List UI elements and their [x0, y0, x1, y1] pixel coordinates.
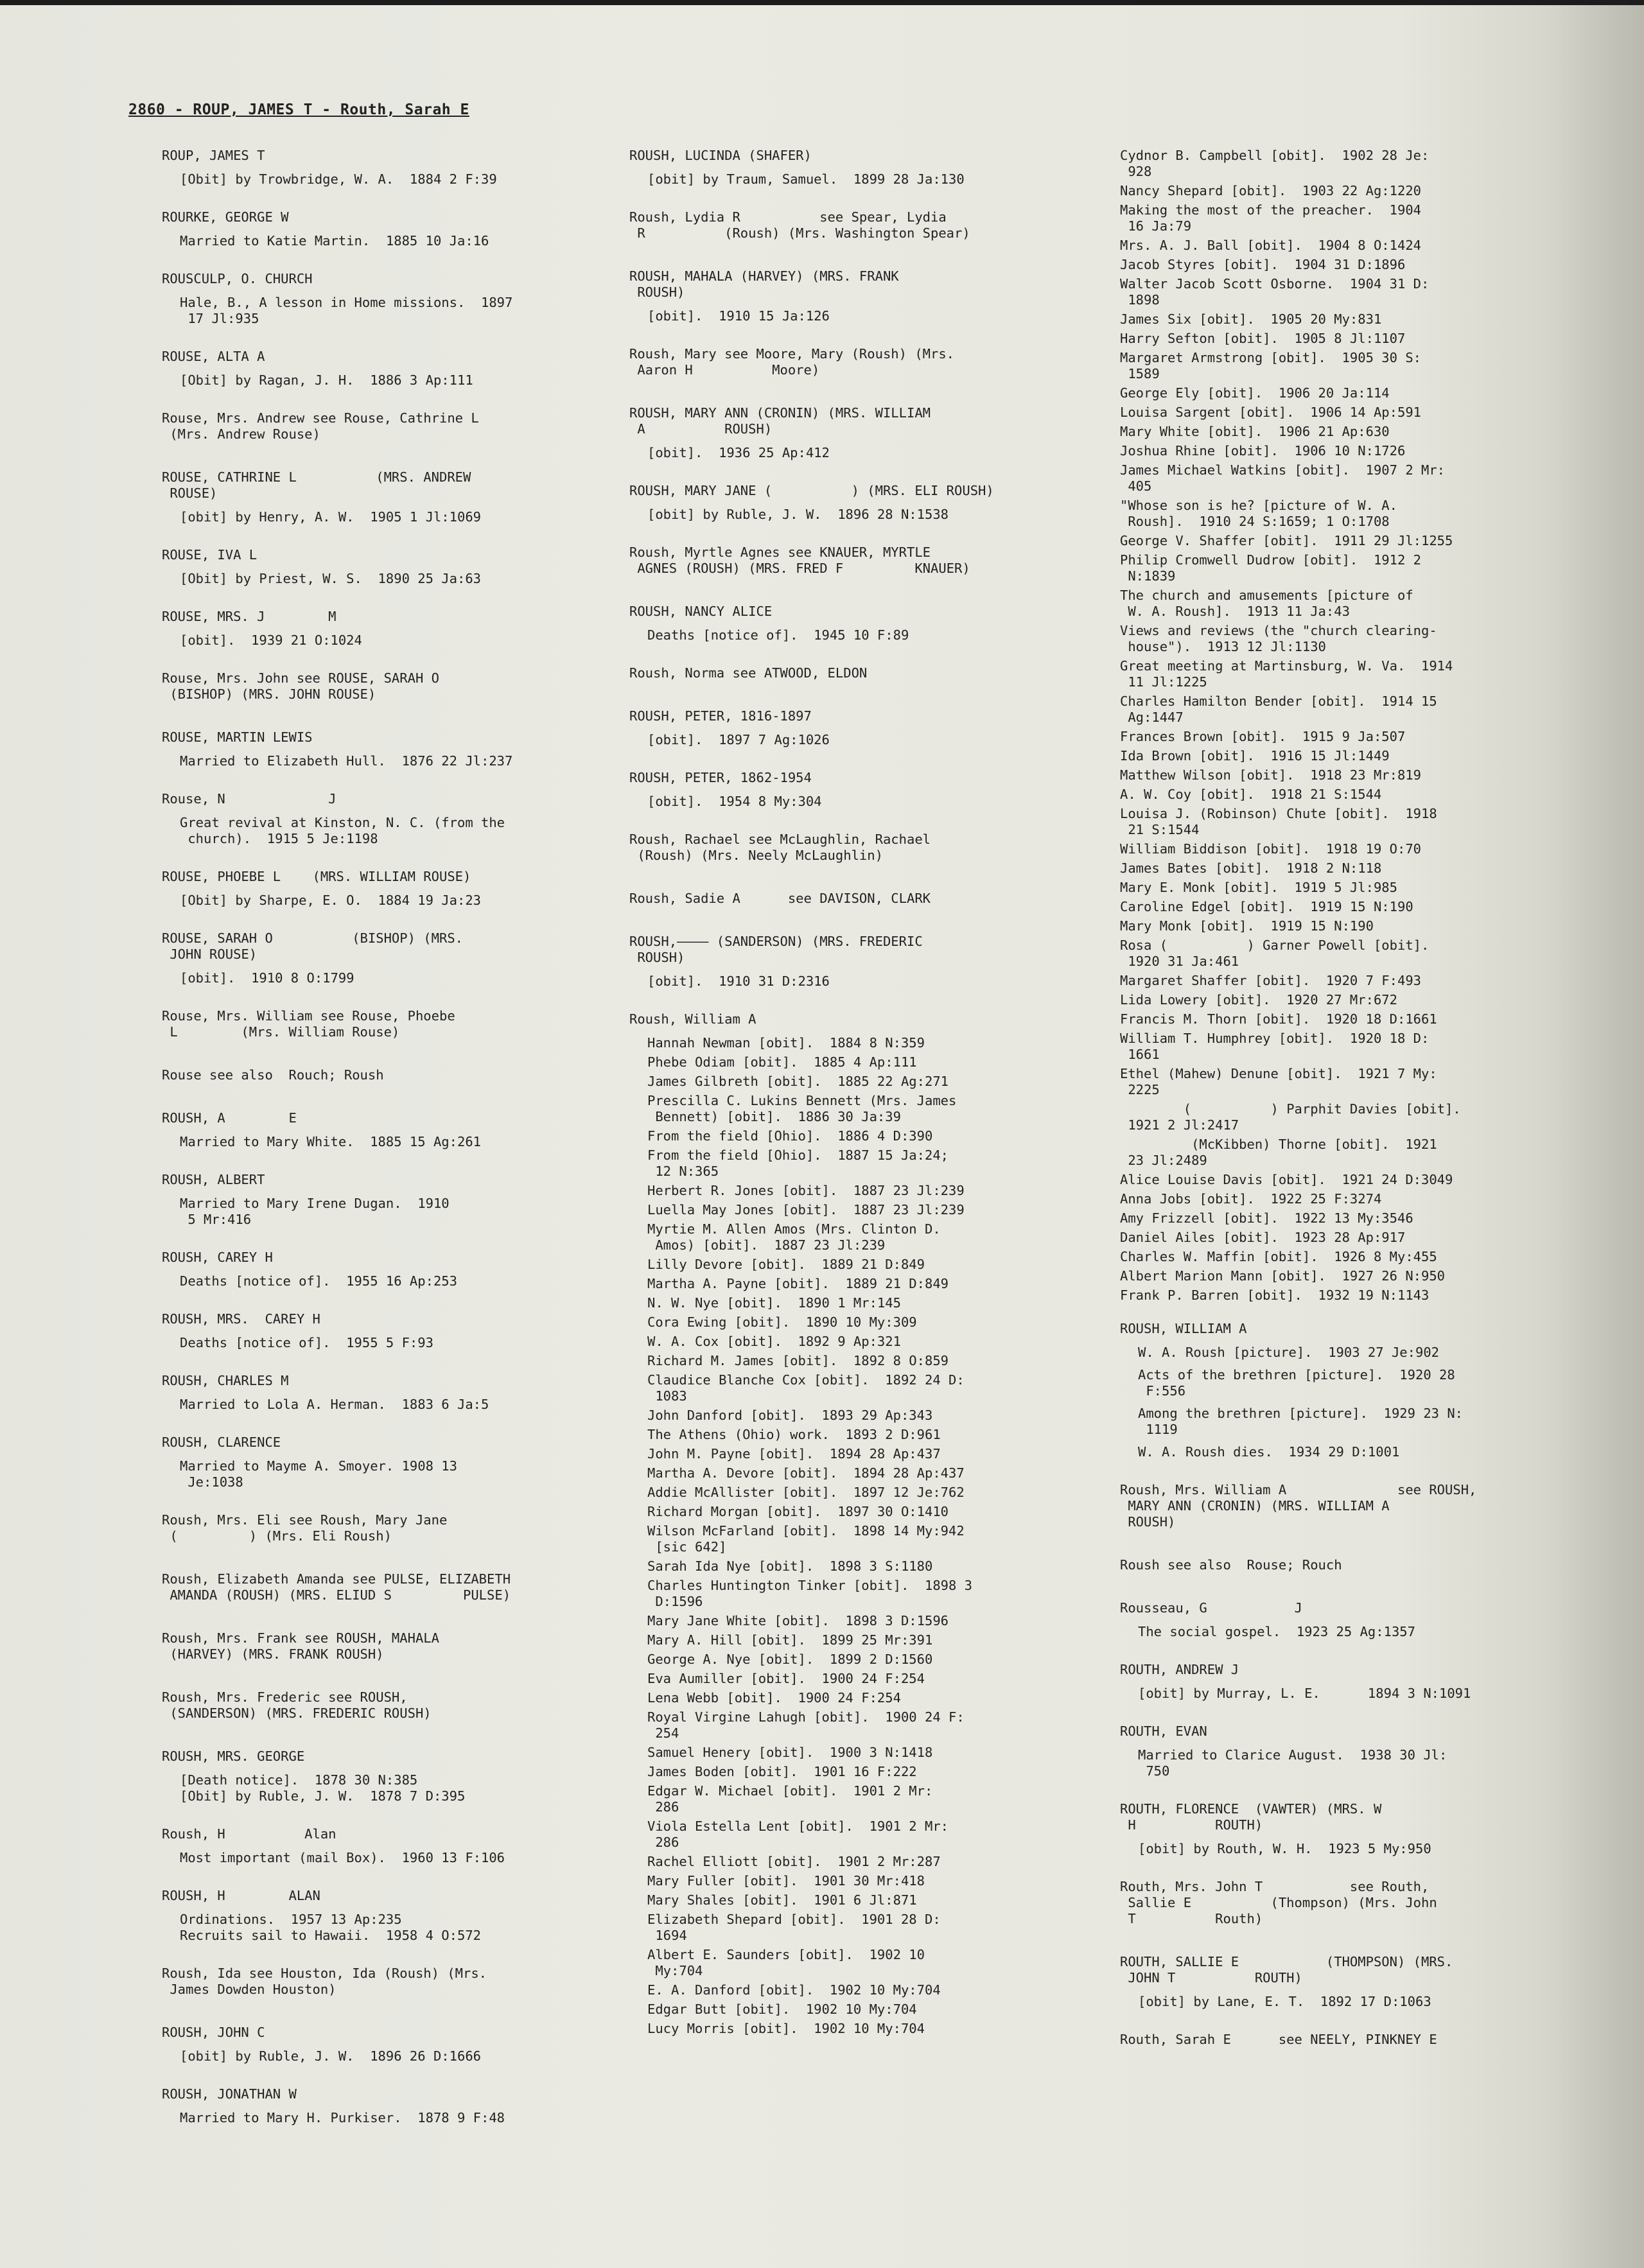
- index-heading: Roush, Mrs. Frank see ROUSH, MAHALA (HARVEY) (MRS. FRANK ROUSH): [162, 1630, 439, 1662]
- index-heading: Rouse, Mrs. John see ROUSE, SARAH O (BISHOP) (MRS. JOHN ROUSE): [162, 670, 439, 702]
- index-heading: ROUSH, MRS. GEORGE: [162, 1749, 305, 1764]
- index-subentry: Edgar Butt [obit]. 1902 10 My:704: [647, 2002, 917, 2017]
- index-subentry: Martha A. Payne [obit]. 1889 21 D:849: [647, 1276, 949, 1291]
- index-subentry: Deaths [notice of]. 1955 16 Ap:253: [180, 1273, 457, 1289]
- index-heading: ROUTH, ANDREW J: [1120, 1662, 1239, 1677]
- index-heading: Rouse, N J: [162, 791, 337, 807]
- index-subentry: Mary E. Monk [obit]. 1919 5 Jl:985: [1120, 880, 1397, 895]
- index-subentry: Anna Jobs [obit]. 1922 25 F:3274: [1120, 1191, 1382, 1207]
- index-subentry: W. A. Cox [obit]. 1892 9 Ap:321: [647, 1334, 901, 1349]
- index-subentry: Married to Mary White. 1885 15 Ag:261: [180, 1134, 481, 1149]
- index-heading: Roush, Ida see Houston, Ida (Roush) (Mrs. James Dowden Houston): [162, 1966, 487, 1997]
- index-subentry: Louisa J. (Robinson) Chute [obit]. 1918 21 S:1544: [1120, 806, 1437, 837]
- index-entry: [629, 891, 1047, 907]
- index-heading: ROURKE, GEORGE W: [162, 209, 289, 225]
- index-subentry: James Boden [obit]. 1901 16 F:222: [647, 1764, 917, 1779]
- index-subentry: Most important (mail Box). 1960 13 F:106: [180, 1850, 505, 1865]
- index-subentry: [Obit] by Ragan, J. H. 1886 3 Ap:111: [180, 372, 473, 388]
- index-heading: Roush, Sadie A see DAVISON, CLARK: [629, 891, 931, 906]
- index-entry: [162, 1888, 579, 1944]
- index-entry: [629, 405, 1047, 461]
- index-entry: [629, 708, 1047, 748]
- index-heading: Routh, Sarah E see NEELY, PINKNEY E: [1120, 2032, 1437, 2047]
- index-entry: [1120, 1482, 1557, 1530]
- index-subentry: Mary White [obit]. 1906 21 Ap:630: [1120, 424, 1390, 439]
- index-subentry: [Death notice]. 1878 30 N:385 [Obit] by Ruble, J. W. 1878 7 D:395: [180, 1772, 466, 1804]
- index-entry: [162, 1008, 579, 1040]
- index-heading: ROUP, JAMES T: [162, 148, 265, 163]
- index-heading: Roush, Lydia R see Spear, Lydia R (Roush) (Mrs. Washington Spear): [629, 209, 970, 241]
- index-heading: Roush, Mrs. William A see ROUSH, MARY ANN (CRONIN) (MRS. WILLIAM A ROUSH): [1120, 1482, 1477, 1530]
- index-subentry: Acts of the brethren [picture]. 1920 28 F:556: [1138, 1367, 1455, 1399]
- index-entry: [162, 148, 579, 188]
- index-entry: [162, 2025, 579, 2064]
- index-subentry: Married to Elizabeth Hull. 1876 22 Jl:237: [180, 753, 513, 769]
- index-entry: [1120, 1801, 1557, 1857]
- index-subentry: [Obit] by Priest, W. S. 1890 25 Ja:63: [180, 571, 481, 586]
- index-column-2: [629, 148, 1047, 2059]
- index-subentry: James Michael Watkins [obit]. 1907 2 Mr: 405: [1120, 462, 1446, 494]
- index-subentry: Married to Katie Martin. 1885 10 Ja:16: [180, 233, 489, 249]
- index-heading: ROUSH, MARY JANE ( ) (MRS. ELI ROUSH): [629, 483, 994, 498]
- index-subentry: Lida Lowery [obit]. 1920 27 Mr:672: [1120, 992, 1397, 1008]
- index-heading: Rouse, Mrs. William see Rouse, Phoebe L (Mrs. William Rouse): [162, 1008, 455, 1040]
- index-subentry: Married to Mayme A. Smoyer. 1908 13 Je:1038: [180, 1458, 457, 1490]
- index-heading: ROUSH, MAHALA (HARVEY) (MRS. FRANK ROUSH): [629, 268, 899, 300]
- index-subentry: Ida Brown [obit]. 1916 15 Jl:1449: [1120, 748, 1390, 763]
- index-entry: [162, 209, 579, 249]
- index-subentry: Claudice Blanche Cox [obit]. 1892 24 D: 1083: [647, 1372, 965, 1404]
- index-subentry: James Gilbreth [obit]. 1885 22 Ag:271: [647, 1074, 949, 1089]
- index-heading: ROUSH, CHARLES M: [162, 1373, 289, 1388]
- index-subentry: Hannah Newman [obit]. 1884 8 N:359: [647, 1035, 925, 1051]
- index-entry: [629, 148, 1047, 188]
- index-heading: ROUSH,———— (SANDERSON) (MRS. FREDERIC ROUSH): [629, 934, 923, 965]
- index-entry: [162, 2086, 579, 2126]
- index-subentry: Making the most of the preacher. 1904 16 Ja:79: [1120, 202, 1421, 234]
- index-subentry: John M. Payne [obit]. 1894 28 Ap:437: [647, 1446, 941, 1461]
- index-subentry: Charles Hamilton Bender [obit]. 1914 15 Ag:1447: [1120, 693, 1437, 725]
- index-subentry: James Bates [obit]. 1918 2 N:118: [1120, 860, 1382, 876]
- index-entry: [162, 1110, 579, 1150]
- index-subentry: Mrs. A. J. Ball [obit]. 1904 8 O:1424: [1120, 238, 1421, 253]
- index-heading: Roush, Elizabeth Amanda see PULSE, ELIZABETH AMANDA (ROUSH) (MRS. ELIUD S PULSE): [162, 1571, 511, 1603]
- index-subentry: Wilson McFarland [obit]. 1898 14 My:942 [sic 642]: [647, 1523, 965, 1555]
- index-heading: ROUSH, JONATHAN W: [162, 2086, 297, 2102]
- index-subentry: Mary Jane White [obit]. 1898 3 D:1596: [647, 1613, 949, 1628]
- index-entry: [1120, 2032, 1557, 2048]
- index-heading: ROUSH, NANCY ALICE: [629, 604, 773, 619]
- index-entry: [162, 1966, 579, 1998]
- index-heading: ROUSE, MRS. J M: [162, 609, 337, 624]
- index-subentry: Frances Brown [obit]. 1915 9 Ja:507: [1120, 729, 1406, 744]
- index-heading: Roush, H Alan: [162, 1826, 337, 1842]
- index-subentry: Amy Frizzell [obit]. 1922 13 My:3546: [1120, 1210, 1413, 1226]
- scan-top-edge: [0, 0, 1644, 5]
- index-page: [0, 5, 1644, 2268]
- index-heading: Roush, Norma see ATWOOD, ELDON: [629, 665, 868, 681]
- index-subentry: W. A. Roush dies. 1934 29 D:1001: [1138, 1444, 1400, 1460]
- index-entry: [1120, 1600, 1557, 1640]
- index-heading: Roush, Mary see Moore, Mary (Roush) (Mrs. Aaron H Moore): [629, 346, 955, 378]
- index-heading: Roush, William A: [629, 1011, 756, 1027]
- index-heading: ROUSE, IVA L: [162, 547, 258, 563]
- index-heading: ROUSH, CAREY H: [162, 1250, 273, 1265]
- index-heading: ROUSH, MRS. CAREY H: [162, 1311, 320, 1327]
- index-heading: ROUSE, ALTA A: [162, 349, 265, 364]
- index-entry: [162, 1250, 579, 1289]
- index-entry: [162, 609, 579, 649]
- index-subentry: Among the brethren [picture]. 1929 23 N: 1119: [1138, 1406, 1464, 1437]
- index-subentry: John Danford [obit]. 1893 29 Ap:343: [647, 1408, 933, 1423]
- index-heading: ROUSH, JOHN C: [162, 2025, 265, 2040]
- index-subentry: Cydnor B. Campbell [obit]. 1902 28 Je: 928: [1120, 148, 1430, 179]
- page-header: 2860 - ROUP, JAMES T - Routh, Sarah E: [128, 101, 469, 118]
- index-subentry: George Ely [obit]. 1906 20 Ja:114: [1120, 385, 1390, 401]
- index-subentry: [Obit] by Trowbridge, W. A. 1884 2 F:39: [180, 171, 497, 187]
- index-entry: [629, 604, 1047, 643]
- index-subentry: Edgar W. Michael [obit]. 1901 2 Mr: 286: [647, 1783, 933, 1815]
- index-subentry: [obit] by Traum, Samuel. 1899 28 Ja:130: [647, 171, 965, 187]
- index-heading: ROUSH, WILLIAM A: [1120, 1321, 1247, 1336]
- index-subentry: Charles W. Maffin [obit]. 1926 8 My:455: [1120, 1249, 1437, 1264]
- index-subentry: George V. Shaffer [obit]. 1911 29 Jl:1255: [1120, 533, 1453, 548]
- index-entry: [1120, 1662, 1557, 1702]
- index-subentry: Mary Monk [obit]. 1919 15 N:190: [1120, 918, 1374, 934]
- index-subentry: Martha A. Devore [obit]. 1894 28 Ap:437: [647, 1465, 965, 1481]
- index-subentry: [obit]. 1936 25 Ap:412: [647, 445, 830, 460]
- index-subentry: Philip Cromwell Dudrow [obit]. 1912 2 N:1839: [1120, 552, 1421, 584]
- index-entry: [162, 1571, 579, 1603]
- index-heading: Rouse, Mrs. Andrew see Rouse, Cathrine L (Mrs. Andrew Rouse): [162, 410, 479, 442]
- index-subentry: Matthew Wilson [obit]. 1918 23 Mr:819: [1120, 767, 1421, 783]
- index-subentry: William T. Humphrey [obit]. 1920 18 D: 1661: [1120, 1031, 1430, 1062]
- index-subentry: Married to Mary H. Purkiser. 1878 9 F:48: [180, 2110, 505, 2125]
- index-column-1: [162, 148, 579, 2148]
- index-subentry: Richard Morgan [obit]. 1897 30 O:1410: [647, 1504, 949, 1519]
- index-subentry: Nancy Shepard [obit]. 1903 22 Ag:1220: [1120, 183, 1421, 198]
- index-subentry: Prescilla C. Lukins Bennett (Mrs. James Bennett) [obit]. 1886 30 Ja:39: [647, 1093, 957, 1124]
- index-heading: Rousseau, G J: [1120, 1600, 1302, 1616]
- index-heading: ROUTH, SALLIE E (THOMPSON) (MRS. JOHN T ROUTH): [1120, 1954, 1453, 1985]
- index-entry: [162, 410, 579, 442]
- index-entry: [162, 1749, 579, 1804]
- index-heading: ROUSH, PETER, 1816-1897: [629, 708, 812, 724]
- index-heading: ROUSH, A E: [162, 1110, 297, 1126]
- index-subentry: From the field [Ohio]. 1886 4 D:390: [647, 1128, 933, 1144]
- index-entry: [162, 1826, 579, 1866]
- index-entry: [162, 670, 579, 702]
- index-subentry: [Obit] by Sharpe, E. O. 1884 19 Ja:23: [180, 893, 481, 908]
- index-subentry: The Athens (Ohio) work. 1893 2 D:961: [647, 1427, 941, 1442]
- index-entry: [162, 349, 579, 388]
- index-heading: ROUSH, MARY ANN (CRONIN) (MRS. WILLIAM A ROUSH): [629, 405, 931, 437]
- index-entry: [1120, 1723, 1557, 1779]
- index-subentry: Harry Sefton [obit]. 1905 8 Jl:1107: [1120, 331, 1406, 346]
- index-subentry: Mary Fuller [obit]. 1901 30 Mr:418: [647, 1873, 925, 1889]
- index-subentry: Daniel Ailes [obit]. 1923 28 Ap:917: [1120, 1230, 1406, 1245]
- index-heading: Roush, Myrtle Agnes see KNAUER, MYRTLE AGNES (ROUSH) (MRS. FRED F KNAUER): [629, 545, 970, 576]
- index-entry: [162, 1689, 579, 1722]
- index-subentry: Married to Clarice August. 1938 30 Jl: 750: [1138, 1747, 1447, 1779]
- index-entry: [629, 934, 1047, 990]
- index-subentry: James Six [obit]. 1905 20 My:831: [1120, 311, 1382, 327]
- index-subentry: Eva Aumiller [obit]. 1900 24 F:254: [647, 1671, 925, 1686]
- index-subentry: Caroline Edgel [obit]. 1919 15 N:190: [1120, 899, 1413, 914]
- index-subentry: [obit]. 1954 8 My:304: [647, 794, 822, 809]
- index-subentry: Alice Louise Davis [obit]. 1921 24 D:3049: [1120, 1172, 1453, 1187]
- index-subentry: [obit] by Routh, W. H. 1923 5 My:950: [1138, 1841, 1431, 1856]
- index-subentry: Hale, B., A lesson in Home missions. 1897 17 Jl:935: [180, 295, 513, 326]
- index-entry: [162, 729, 579, 769]
- index-heading: Routh, Mrs. John T see Routh, Sallie E (Thompson) (Mrs. John T Routh): [1120, 1879, 1437, 1926]
- index-entry: [629, 268, 1047, 324]
- index-heading: Roush, Mrs. Frederic see ROUSH, (SANDERSON) (MRS. FREDERIC ROUSH): [162, 1689, 432, 1721]
- index-subentry: Cora Ewing [obit]. 1890 10 My:309: [647, 1314, 917, 1330]
- index-subentry: Great revival at Kinston, N. C. (from the church). 1915 5 Je:1198: [180, 815, 505, 846]
- index-subentry: Views and reviews (the "church clearing- house"). 1913 12 Jl:1130: [1120, 623, 1437, 654]
- index-subentry: Frank P. Barren [obit]. 1932 19 N:1143: [1120, 1287, 1430, 1303]
- index-subentry: Married to Mary Irene Dugan. 1910 5 Mr:416: [180, 1196, 450, 1227]
- index-entry: [162, 1512, 579, 1544]
- index-heading: ROUSE, PHOEBE L (MRS. WILLIAM ROUSE): [162, 869, 471, 884]
- index-subentry: The church and amusements [picture of W. A. Roush]. 1913 11 Ja:43: [1120, 588, 1413, 619]
- index-subentry: Myrtie M. Allen Amos (Mrs. Clinton D. Amos) [obit]. 1887 23 Jl:239: [647, 1221, 941, 1253]
- index-subentry: A. W. Coy [obit]. 1918 21 S:1544: [1120, 787, 1382, 802]
- index-subentry: [obit]. 1910 31 D:2316: [647, 973, 830, 989]
- index-subentry: Mary Shales [obit]. 1901 6 Jl:871: [647, 1892, 917, 1908]
- index-heading: Rouse see also Rouch; Roush: [162, 1067, 384, 1083]
- index-entry: [162, 1067, 579, 1083]
- index-subentry: [obit]. 1939 21 O:1024: [180, 632, 362, 648]
- index-subentry: William Biddison [obit]. 1918 19 O:70: [1120, 841, 1421, 857]
- index-subentry: Married to Lola A. Herman. 1883 6 Ja:5: [180, 1397, 489, 1412]
- index-heading: ROUSE, MARTIN LEWIS: [162, 729, 313, 745]
- index-subentry: [obit] by Ruble, J. W. 1896 28 N:1538: [647, 507, 949, 522]
- index-entry: [162, 1630, 579, 1662]
- index-subentry: Charles Huntington Tinker [obit]. 1898 3 D:1596: [647, 1578, 973, 1609]
- index-heading: Roush see also Rouse; Rouch: [1120, 1557, 1342, 1573]
- index-subentry: N. W. Nye [obit]. 1890 1 Mr:145: [647, 1295, 901, 1311]
- index-subentry: Albert Marion Mann [obit]. 1927 26 N:950: [1120, 1268, 1446, 1284]
- index-subentry: Samuel Henery [obit]. 1900 3 N:1418: [647, 1745, 933, 1760]
- index-subentry: [obit] by Lane, E. T. 1892 17 D:1063: [1138, 1994, 1431, 2009]
- index-heading: ROUSCULP, O. CHURCH: [162, 271, 313, 286]
- index-entry: [629, 483, 1047, 523]
- index-entry: [162, 469, 579, 525]
- index-subentry: Herbert R. Jones [obit]. 1887 23 Jl:239: [647, 1183, 965, 1198]
- index-subentry: [obit]. 1910 15 Ja:126: [647, 308, 830, 324]
- index-entry: [162, 1435, 579, 1490]
- index-subentry: Rachel Elliott [obit]. 1901 2 Mr:287: [647, 1854, 941, 1869]
- index-subentry: Jacob Styres [obit]. 1904 31 D:1896: [1120, 257, 1406, 272]
- index-subentry: E. A. Danford [obit]. 1902 10 My:704: [647, 1982, 941, 1998]
- index-subentry: (McKibben) Thorne [obit]. 1921 23 Jl:2489: [1128, 1137, 1437, 1168]
- index-heading: ROUSH, PETER, 1862-1954: [629, 770, 812, 785]
- index-subentry: [obit]. 1897 7 Ag:1026: [647, 732, 830, 747]
- index-subentry: From the field [Ohio]. 1887 15 Ja:24; 12 N:365: [647, 1147, 949, 1179]
- index-subentry: Deaths [notice of]. 1955 5 F:93: [180, 1335, 433, 1350]
- index-heading: ROUSE, SARAH O (BISHOP) (MRS. JOHN ROUSE): [162, 930, 463, 962]
- index-subentry: Richard M. James [obit]. 1892 8 O:859: [647, 1353, 949, 1368]
- index-subentry: "Whose son is he? [picture of W. A. Roush]. 1910 24 S:1659; 1 O:1708: [1120, 498, 1397, 529]
- index-entry: [629, 209, 1047, 241]
- index-entry: [629, 665, 1047, 681]
- index-entry: [162, 791, 579, 847]
- index-subentry: Lilly Devore [obit]. 1889 21 D:849: [647, 1257, 925, 1272]
- index-heading: ROUSH, ALBERT: [162, 1172, 265, 1187]
- index-subentry: ( ) Parphit Davies [obit]. 1921 2 Jl:2417: [1128, 1101, 1461, 1133]
- index-entry: [1120, 1557, 1557, 1573]
- index-entry: [629, 346, 1047, 378]
- index-heading: ROUTH, EVAN: [1120, 1723, 1207, 1739]
- index-entry: [162, 547, 579, 587]
- index-entry: [1120, 1879, 1557, 1927]
- index-heading: ROUSH, H ALAN: [162, 1888, 320, 1903]
- index-entry: [162, 1373, 579, 1413]
- index-subentry: Albert E. Saunders [obit]. 1902 10 My:704: [647, 1947, 925, 1978]
- index-subentry: Ethel (Mahew) Denune [obit]. 1921 7 My: 2225: [1120, 1066, 1437, 1097]
- index-entry: [629, 832, 1047, 864]
- index-subentry: Elizabeth Shepard [obit]. 1901 28 D: 1694: [647, 1912, 941, 1943]
- index-subentry: Deaths [notice of]. 1945 10 F:89: [647, 627, 909, 643]
- index-entry: [1120, 1954, 1557, 2010]
- index-subentry: Margaret Shaffer [obit]. 1920 7 F:493: [1120, 973, 1421, 988]
- index-subentry: Great meeting at Martinsburg, W. Va. 1914 11 Jl:1225: [1120, 658, 1453, 690]
- index-subentry: Phebe Odiam [obit]. 1885 4 Ap:111: [647, 1054, 917, 1070]
- index-heading: ROUSH, LUCINDA (SHAFER): [629, 148, 812, 163]
- index-subentry: Royal Virgine Lahugh [obit]. 1900 24 F: 254: [647, 1709, 965, 1741]
- index-heading: ROUSH, CLARENCE: [162, 1435, 281, 1450]
- index-subentry: [obit] by Ruble, J. W. 1896 26 D:1666: [180, 2048, 481, 2064]
- index-subentry: Lena Webb [obit]. 1900 24 F:254: [647, 1690, 901, 1705]
- index-subentry: W. A. Roush [picture]. 1903 27 Je:902: [1138, 1345, 1439, 1360]
- index-entry: [629, 1011, 1047, 2037]
- index-subentry: Louisa Sargent [obit]. 1906 14 Ap:591: [1120, 405, 1421, 420]
- index-subentry: [obit]. 1910 8 O:1799: [180, 970, 354, 986]
- index-entry: [629, 545, 1047, 577]
- index-subentry: Luella May Jones [obit]. 1887 23 Jl:239: [647, 1202, 965, 1217]
- index-subentry: Margaret Armstrong [obit]. 1905 30 S: 1589: [1120, 350, 1421, 381]
- index-entry: [162, 1172, 579, 1228]
- index-column-3: [1120, 148, 1557, 2075]
- index-subentry: [obit] by Henry, A. W. 1905 1 Jl:1069: [180, 509, 481, 525]
- index-subentry: Sarah Ida Nye [obit]. 1898 3 S:1180: [647, 1558, 933, 1574]
- index-subentry: Viola Estella Lent [obit]. 1901 2 Mr: 286: [647, 1819, 949, 1850]
- index-entry: [162, 869, 579, 909]
- index-subentry: The social gospel. 1923 25 Ag:1357: [1138, 1624, 1415, 1639]
- index-entry: [629, 770, 1047, 810]
- index-heading: Roush, Mrs. Eli see Roush, Mary Jane ( ) (Mrs. Eli Roush): [162, 1512, 448, 1544]
- index-subentry: [obit] by Murray, L. E. 1894 3 N:1091: [1138, 1686, 1471, 1701]
- index-subentry: Lucy Morris [obit]. 1902 10 My:704: [647, 2021, 925, 2036]
- index-heading: ROUSE, CATHRINE L (MRS. ANDREW ROUSE): [162, 469, 471, 501]
- index-subentry: Mary A. Hill [obit]. 1899 25 Mr:391: [647, 1632, 933, 1648]
- index-heading: Roush, Rachael see McLaughlin, Rachael (Roush) (Mrs. Neely McLaughlin): [629, 832, 931, 863]
- index-subentry: Francis M. Thorn [obit]. 1920 18 D:1661: [1120, 1011, 1437, 1027]
- index-entry: [1120, 1321, 1557, 1460]
- index-entry: [162, 930, 579, 986]
- index-heading: ROUTH, FLORENCE (VAWTER) (MRS. W H ROUTH): [1120, 1801, 1382, 1833]
- index-subentry: Walter Jacob Scott Osborne. 1904 31 D: 1898: [1120, 276, 1430, 308]
- index-subentry: Joshua Rhine [obit]. 1906 10 N:1726: [1120, 443, 1406, 458]
- index-subentry: Addie McAllister [obit]. 1897 12 Je:762: [647, 1485, 965, 1500]
- index-entry: [162, 271, 579, 327]
- index-subentry: Ordinations. 1957 13 Ap:235 Recruits sail to Hawaii. 1958 4 O:572: [180, 1912, 481, 1943]
- index-entry: [162, 1311, 579, 1351]
- index-subentry: George A. Nye [obit]. 1899 2 D:1560: [647, 1652, 933, 1667]
- index-subentry: Rosa ( ) Garner Powell [obit]. 1920 31 Ja:461: [1120, 938, 1430, 969]
